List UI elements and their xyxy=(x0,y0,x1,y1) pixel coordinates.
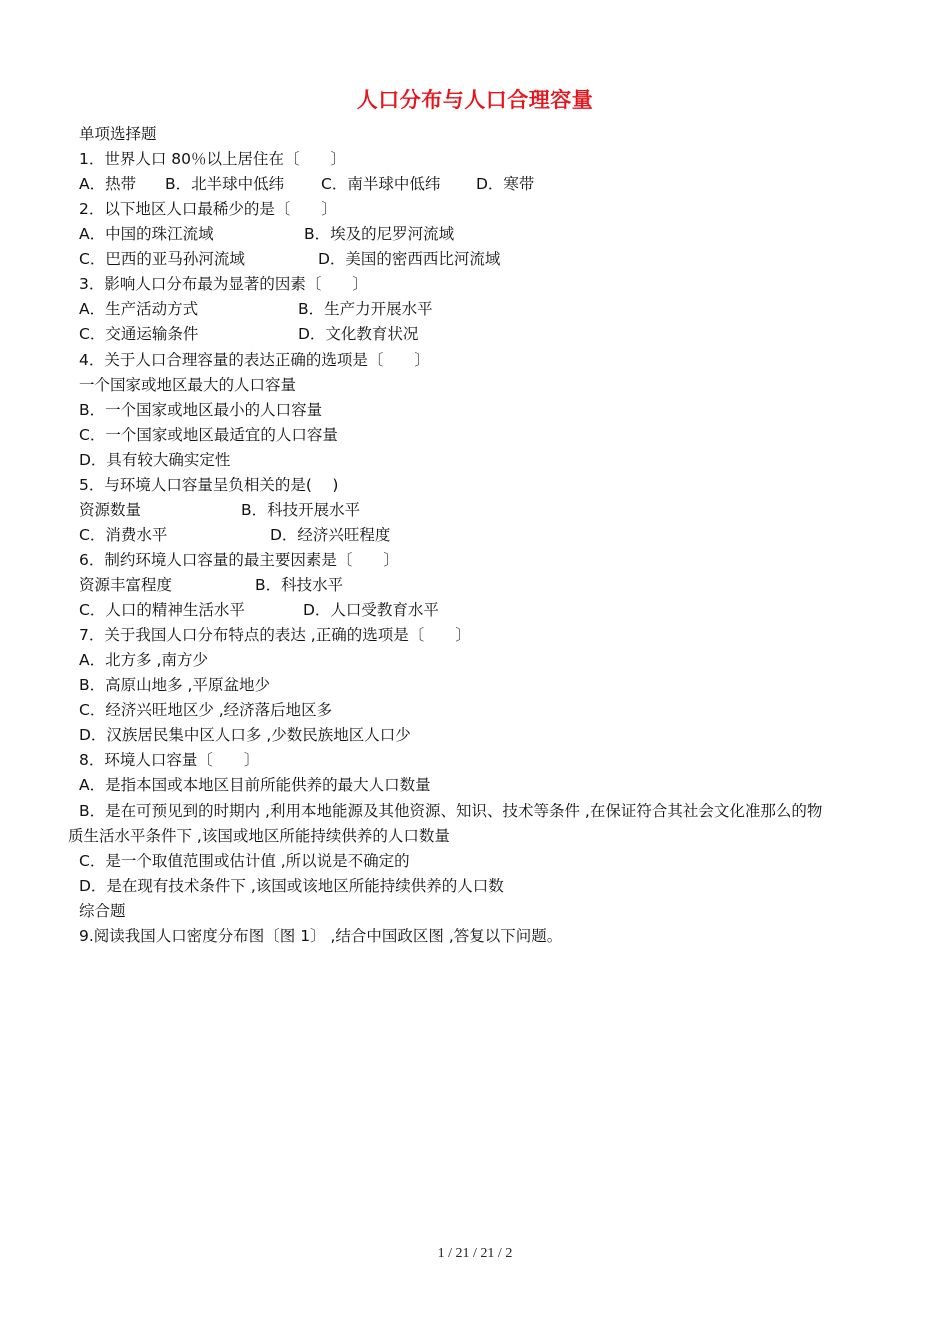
question-4-option-d: D．具有较大确实定性 xyxy=(79,451,231,469)
question-6-options-ab xyxy=(79,575,899,595)
question-2-options-ab xyxy=(79,224,899,244)
page-footer: 1 / 21 / 21 / 2 xyxy=(437,1246,513,1261)
question-6-options-cd xyxy=(79,600,899,620)
option-d: D．文化教育状况 xyxy=(298,325,419,343)
question-5-options-ab xyxy=(79,500,899,520)
question-5: 5．与环境人口容量呈负相关的是( ) xyxy=(79,476,339,494)
question-3-options-ab xyxy=(79,299,899,319)
option-b: B．科技水平 xyxy=(255,576,344,594)
option-d: D．寒带 xyxy=(476,175,535,193)
question-1: 1．世界人口 80％以上居住在〔 〕 xyxy=(79,150,347,168)
option-a: A．生产活动方式 xyxy=(79,300,199,318)
option-c: C．交通运输条件 xyxy=(79,325,199,343)
option-c: C．人口的精神生活水平 xyxy=(79,601,245,619)
question-8-option-b-line1: B．是在可预见到的时期内 ,利用本地能源及其他资源、知识、技术等条件 ,在保证符合其社会文化准那么的物 xyxy=(79,802,823,820)
question-7-option-a: A．北方多 ,南方少 xyxy=(79,651,208,669)
question-8-option-c: C．是一个取值范围或估计值 ,所以说是不确定的 xyxy=(79,852,410,870)
option-d: D．美国的密西西比河流域 xyxy=(318,250,501,268)
question-1-options xyxy=(79,174,899,194)
question-3-options-cd xyxy=(79,324,899,344)
option-a: 资源数量 xyxy=(79,501,142,519)
question-5-options-cd xyxy=(79,525,899,545)
document-title: 人口分布与人口合理容量 xyxy=(356,88,594,112)
question-6: 6．制约环境人口容量的最主要因素是〔 〕 xyxy=(79,551,399,569)
question-7-option-c: C．经济兴旺地区少 ,经济落后地区多 xyxy=(79,701,333,719)
section-heading-comprehensive: 综合题 xyxy=(79,902,126,920)
option-b: B．北半球中低纬 xyxy=(165,175,285,193)
question-7: 7．关于我国人口分布特点的表达 ,正确的选项是〔 〕 xyxy=(79,626,471,644)
option-a: A．中国的珠江流域 xyxy=(79,225,214,243)
question-4-option-b: B．一个国家或地区最小的人口容量 xyxy=(79,401,323,419)
question-8-option-d: D．是在现有技术条件下 ,该国或该地区所能持续供养的人口数 xyxy=(79,877,504,895)
question-2: 2．以下地区人口最稀少的是〔 〕 xyxy=(79,200,337,218)
option-a: 资源丰富程度 xyxy=(79,576,173,594)
question-3: 3．影响人口分布最为显著的因素〔 〕 xyxy=(79,275,368,293)
option-c: C．南半球中低纬 xyxy=(321,175,441,193)
question-4-option-a: 一个国家或地区最大的人口容量 xyxy=(79,376,297,394)
option-a: A．热带 xyxy=(79,175,137,193)
question-4: 4．关于人口合理容量的表达正确的选项是〔 〕 xyxy=(79,351,430,369)
option-d: D．人口受教育水平 xyxy=(303,601,439,619)
option-c: C．消费水平 xyxy=(79,526,168,544)
option-c: C．巴西的亚马孙河流域 xyxy=(79,250,245,268)
question-2-options-cd xyxy=(79,249,899,269)
option-b: B．生产力开展水平 xyxy=(298,300,433,318)
option-b: B．科技开展水平 xyxy=(241,501,361,519)
question-7-option-d: D．汉族居民集中区人口多 ,少数民族地区人口少 xyxy=(79,726,411,744)
option-d: D．经济兴旺程度 xyxy=(270,526,391,544)
question-4-option-c: C．一个国家或地区最适宜的人口容量 xyxy=(79,426,338,444)
question-8-option-a: A．是指本国或本地区目前所能供养的最大人口数量 xyxy=(79,776,431,794)
section-heading-single-choice: 单项选择题 xyxy=(79,125,157,143)
question-9: 9.阅读我国人口密度分布图〔图 1〕 ,结合中国政区图 ,答复以下问题。 xyxy=(79,927,563,945)
question-8-option-b-line2: 质生活水平条件下 ,该国或地区所能持续供养的人口数量 xyxy=(68,827,450,845)
option-b: B．埃及的尼罗河流域 xyxy=(304,225,455,243)
question-7-option-b: B．高原山地多 ,平原盆地少 xyxy=(79,676,270,694)
question-8: 8．环境人口容量〔 〕 xyxy=(79,751,260,769)
